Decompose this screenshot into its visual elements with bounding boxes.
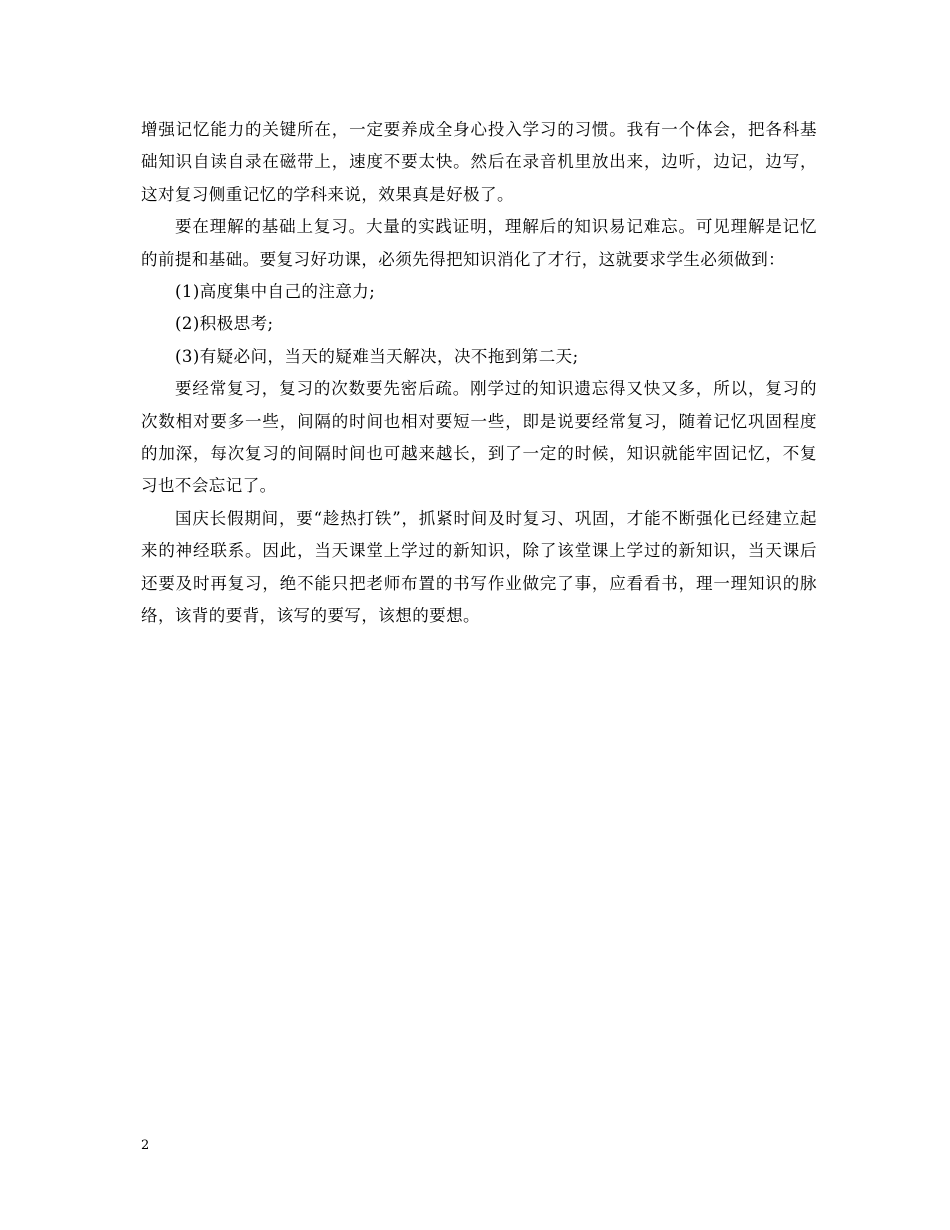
paragraph-memory-habit: 增强记忆能力的关键所在，一定要养成全身心投入学习的习惯。我有一个体会，把各科基础知识自读自录在磁带上，速度不要太快。然后在录音机里放出来，边听，边记，边写，这对复习侧重记忆的学科来说，效果真是好极了。 [141,120,817,204]
list-item-think: (2)积极思考; [175,314,274,334]
paragraph-holiday-review: 国庆长假期间，要“趁热打铁”，抓紧时间及时复习、巩固，才能不断强化已经建立起来的神经联系。因此，当天课堂上学过的新知识，除了该堂课上学过的新知识，当天课后还要及时再复习，绝不能只把老师布置的书写作业做完了事，应看看书，理一理知识的脉络，该背的要背，该写的要写，该想的要想。 [141,508,817,626]
document-body [141,114,817,633]
paragraph-understanding: 要在理解的基础上复习。大量的实践证明，理解后的知识易记难忘。可见理解是记忆的前提和基础。要复习好功课，必须先得把知识消化了才行，这就要求学生必须做到： [141,217,817,269]
page-number: 2 [141,1138,150,1153]
paragraph-frequent-review: 要经常复习，复习的次数要先密后疏。刚学过的知识遗忘得又快又多，所以，复习的次数相对要多一些，间隔的时间也相对要短一些，即是说要经常复习，随着记忆巩固程度的加深，每次复习的间隔时间也可越来越长，到了一定的时候，知识就能牢固记忆，不复习也不会忘记了。 [141,379,817,496]
list-item-focus: (1)高度集中自己的注意力; [175,282,376,302]
list-item-ask: (3)有疑必问，当天的疑难当天解决，决不拖到第二天; [175,346,579,366]
